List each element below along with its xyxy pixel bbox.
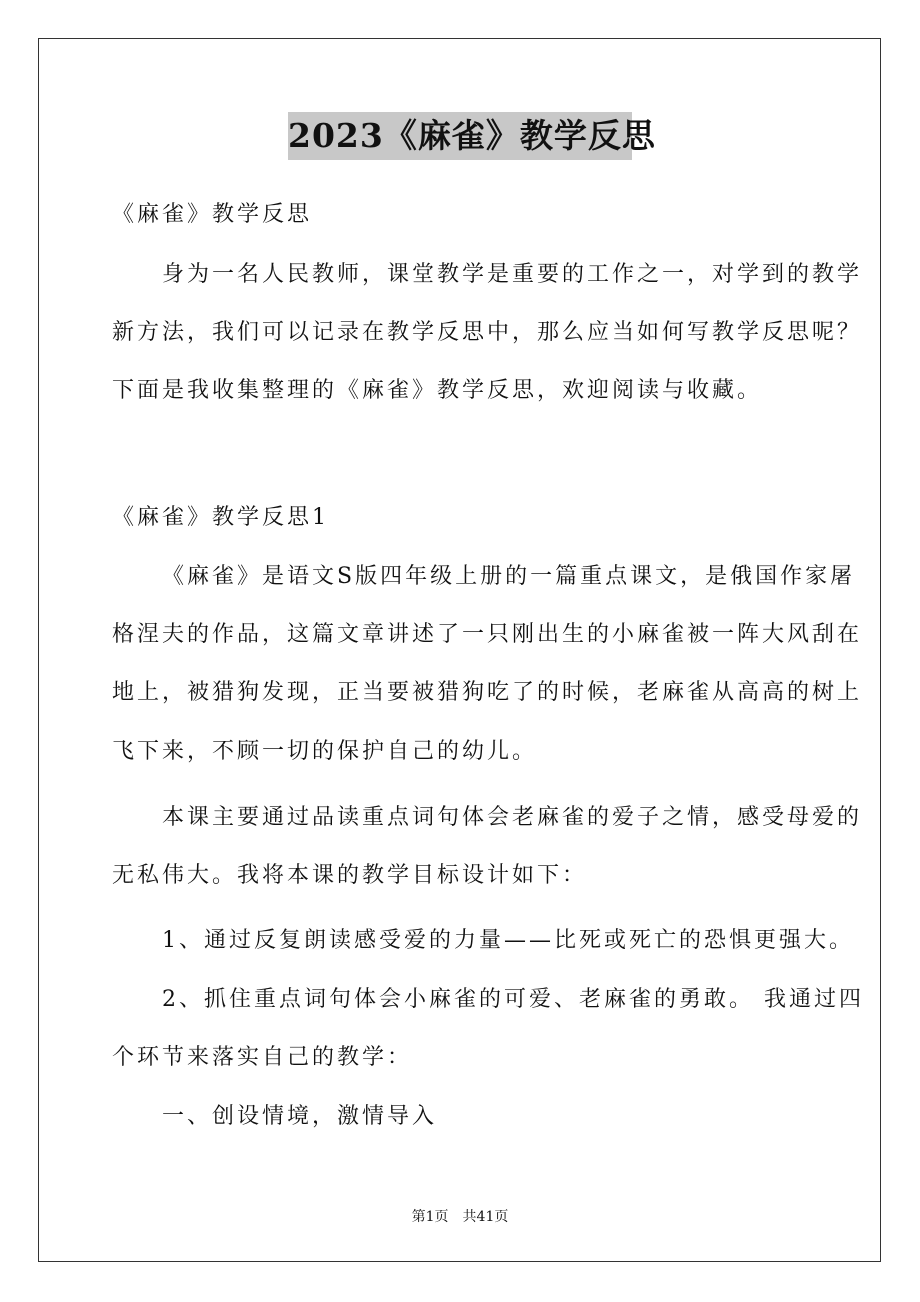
paragraph-line: 地上，被猎狗发现，正当要被猎狗吃了的时候，老麻雀从高高的树上 [112, 680, 863, 705]
subtitle: 《麻雀》教学反思 [112, 202, 313, 227]
paragraph-line: 飞下来，不顾一切的保护自己的幼儿。 [112, 739, 538, 764]
paragraph-line: 本课主要通过品读重点词句体会老麻雀的爱子之情，感受母爱的 [162, 805, 863, 830]
paragraph-line: 格涅夫的作品，这篇文章讲述了一只刚出生的小麻雀被一阵大风刮在 [112, 622, 863, 647]
intro-line: 身为一名人民教师，课堂教学是重要的工作之一，对学到的教学 [162, 262, 863, 287]
paragraph-line: 《麻雀》是语文S版四年级上册的一篇重点课文，是俄国作家屠 [162, 564, 856, 589]
paragraph-line: 无私伟大。我将本课的教学目标设计如下： [112, 863, 588, 888]
step-heading: 一、创设情境，激情导入 [162, 1104, 438, 1129]
goal-item: 1、通过反复朗读感受爱的力量——比死或死亡的恐惧更强大。 [162, 928, 854, 953]
page-number: 第1页 共41页 [411, 1209, 509, 1225]
goal-item: 个环节来落实自己的教学： [112, 1045, 413, 1070]
intro-line: 下面是我收集整理的《麻雀》教学反思，欢迎阅读与收藏。 [112, 378, 763, 403]
goal-item: 2、抓住重点词句体会小麻雀的可爱、老麻雀的勇敢。 我通过四 [162, 987, 864, 1012]
intro-line: 新方法，我们可以记录在教学反思中，那么应当如何写教学反思呢？ [112, 320, 863, 345]
section-heading: 《麻雀》教学反思1 [112, 505, 329, 530]
document-title: 2023《麻雀》教学反思 [288, 112, 632, 160]
